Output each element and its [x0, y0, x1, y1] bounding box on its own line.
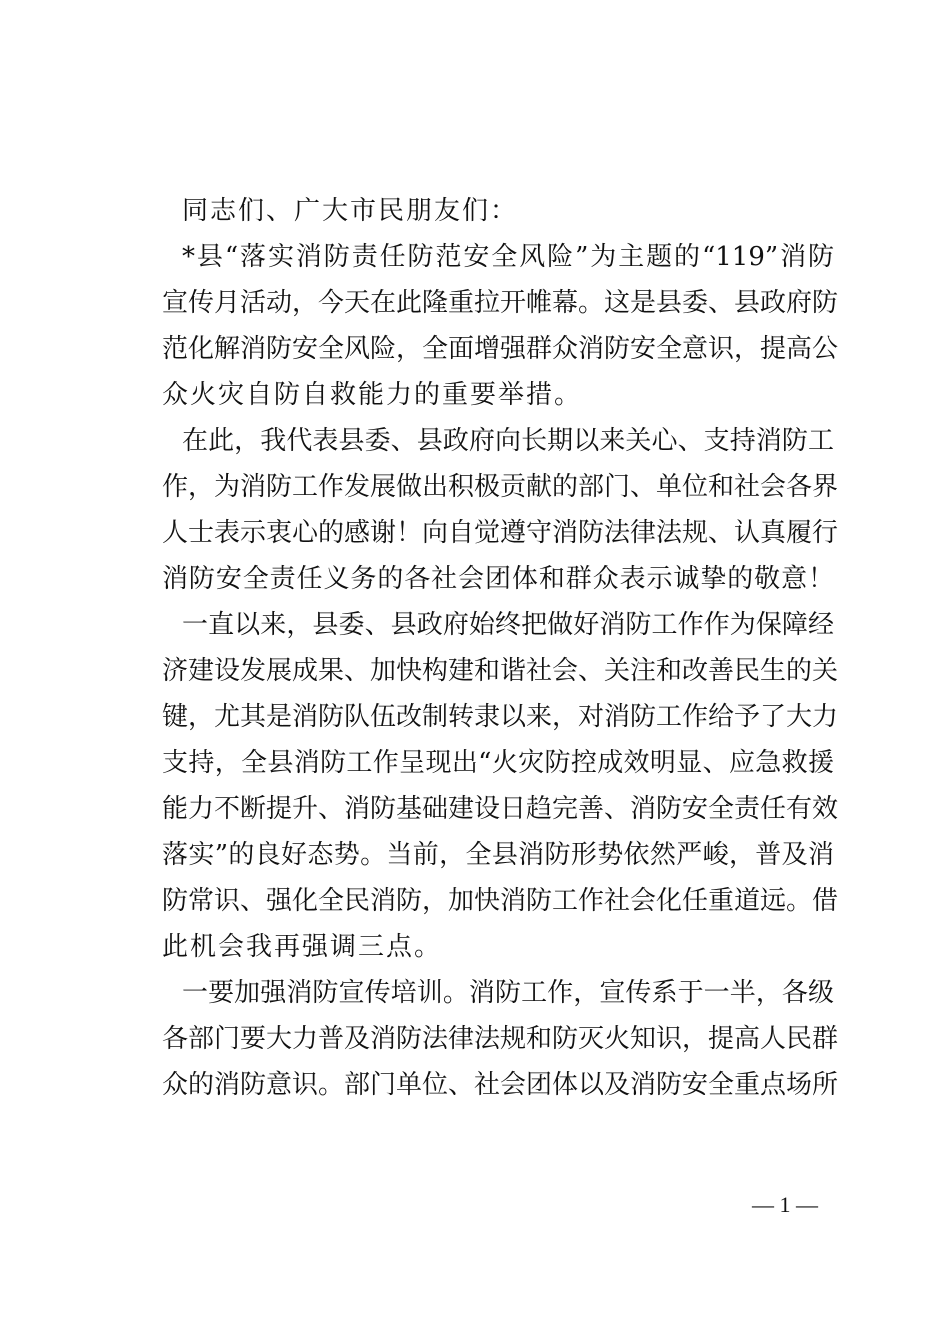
paragraph-1 — [162, 234, 839, 418]
document-body — [162, 188, 839, 1108]
paragraph-line: 消防安全责任义务的各社会团体和群众表示诚挚的敬意！ — [162, 564, 834, 594]
paragraph-line: 在此，我代表县委、县政府向长期以来关心、支持消防工 — [182, 426, 834, 456]
paragraph-2 — [162, 418, 839, 602]
paragraph-line: 济建设发展成果、加快构建和谐社会、关注和改善民生的关 — [162, 656, 839, 686]
paragraph-line: 支持，全县消防工作呈现出“火灾防控成效明显、应急救援 — [162, 748, 834, 778]
paragraph-3 — [162, 602, 839, 970]
paragraph-line: 防常识、强化全民消防，加快消防工作社会化任重道远。借 — [162, 886, 839, 916]
paragraph-line: 键，尤其是消防队伍改制转隶以来，对消防工作给予了大力 — [162, 702, 839, 732]
paragraph-line: 能力不断提升、消防基础建设日趋完善、消防安全责任有效 — [162, 794, 839, 824]
paragraph-4 — [162, 970, 839, 1108]
paragraph-line: 此机会我再强调三点。 — [162, 932, 443, 962]
paragraph-line: 各部门要大力普及消防法律法规和防灭火知识，提高人民群 — [162, 1024, 839, 1054]
paragraph-line: 宣传月活动，今天在此隆重拉开帷幕。这是县委、县政府防 — [162, 288, 839, 318]
paragraph-line: 众的消防意识。部门单位、社会团体以及消防安全重点场所 — [162, 1070, 839, 1100]
paragraph-line: *县“落实消防责任防范安全风险”为主题的“119”消防 — [182, 242, 834, 272]
paragraph-line: 众火灾自防自救能力的重要举措。 — [162, 380, 583, 410]
paragraph-line: 范化解消防安全风险，全面增强群众消防安全意识，提高公 — [162, 334, 839, 364]
salutation: 同志们、广大市民朋友们： — [182, 196, 519, 226]
paragraph-line: 落实”的良好态势。当前，全县消防形势依然严峻，普及消 — [162, 840, 834, 870]
paragraph-line: 一直以来，县委、县政府始终把做好消防工作作为保障经 — [182, 610, 834, 640]
paragraph-line: 一要加强消防宣传培训。消防工作，宣传系于一半，各级 — [182, 978, 834, 1008]
paragraph-line: 作，为消防工作发展做出积极贡献的部门、单位和社会各界 — [162, 472, 839, 502]
paragraph-line: 人士表示衷心的感谢！向自觉遵守消防法律法规、认真履行 — [162, 518, 839, 548]
page-number: — 1 — — [752, 1192, 818, 1217]
